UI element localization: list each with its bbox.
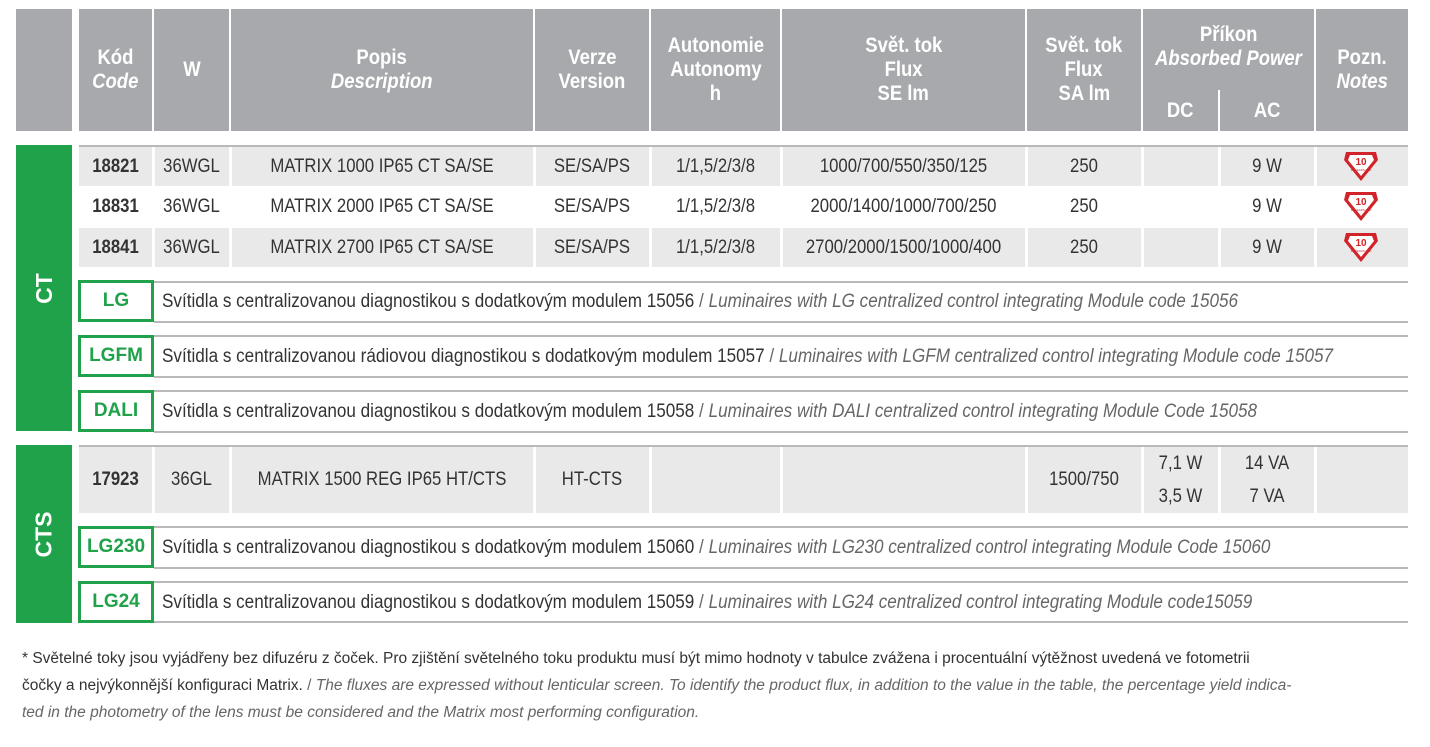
col-sep <box>229 447 232 513</box>
header-code <box>79 9 152 131</box>
ct-row-3-code: 18841 <box>92 236 139 258</box>
ct-row-1-flux-se: 1000/700/550/350/125 <box>819 155 988 177</box>
header-ac-text: AC <box>1253 99 1281 122</box>
ct-row-1-ac: 9 W <box>1252 155 1282 177</box>
module-note-lg-cz: Svítidla s centralizovanou diagnostikou s dodatkovým modulem 15056 <box>162 291 695 312</box>
ten-years-led-badge-icon <box>1342 231 1380 263</box>
cts-divider <box>154 581 1408 583</box>
header-notes-en <box>1336 70 1387 94</box>
cts-row-dc-2: 3,5 W <box>1158 486 1203 507</box>
header-autonomy-unit: h <box>709 82 722 105</box>
header-flux-se-en: Flux <box>884 58 923 81</box>
cts-row-dc-1: 7,1 W <box>1158 453 1203 474</box>
footnote-en1: The fluxes are expressed without lenticular screen. To identify the product flux, in addition to the value in the table, the percentage yield indica- <box>315 677 1292 694</box>
ct-row-3-flux-se: 2700/2000/1500/1000/400 <box>805 236 1002 258</box>
module-note-lg24-sep: / <box>694 592 709 613</box>
module-note-lg-en: Luminaires with LG centralized control integrating Module code 15056 <box>708 291 1239 312</box>
header-flux-se <box>782 9 1025 131</box>
module-note-dali-cz: Svítidla s centralizovanou diagnostikou s dodatkovým modulem 15058 <box>162 401 695 422</box>
cts-label-text: CTS <box>30 511 57 557</box>
module-note-lg24 <box>162 592 1252 614</box>
col-sep <box>649 147 652 267</box>
col-sep <box>229 147 232 267</box>
header-code-en <box>92 70 138 94</box>
header-flux-sa-unit: SA lm <box>1058 82 1110 105</box>
footnote <box>22 645 1412 726</box>
header-flux-sa-en: Flux <box>1064 58 1103 81</box>
ct-divider <box>154 390 1408 392</box>
ct-row-2-flux-se: 2000/1400/1000/700/250 <box>810 196 997 217</box>
col-sep <box>1141 147 1144 267</box>
ct-label-text: CT <box>30 272 57 304</box>
ct-row-2-flux-sa: 250 <box>1070 196 1098 217</box>
module-note-lgfm-cz: Svítidla s centralizovanou rádiovou diagnostikou s dodatkovým modulem 15057 <box>162 346 765 367</box>
ct-row-1-flux-sa: 250 <box>1070 155 1098 177</box>
ten-years-led-badge-icon <box>1342 150 1380 182</box>
footnote-cz2: čočky a nejvýkonnější konfiguraci Matrix. <box>22 677 303 694</box>
header-version <box>535 9 649 131</box>
module-note-lg230-cz: Svítidla s centralizovanou diagnostikou s dodatkovým modulem 15060 <box>162 537 695 558</box>
col-sep <box>1025 147 1028 267</box>
ct-divider <box>154 335 1408 337</box>
module-note-lg24-cz: Svítidla s centralizovanou diagnostikou s dodatkovým modulem 15059 <box>162 592 695 613</box>
module-tag-lg24: LG24 <box>78 581 154 623</box>
col-sep <box>1314 447 1317 513</box>
header-desc-en <box>331 70 433 94</box>
header-desc-cz: Popis <box>356 46 408 69</box>
col-sep <box>533 447 536 513</box>
header-desc-en-text: Description <box>331 70 433 93</box>
cts-section-label <box>16 445 72 623</box>
header-description <box>231 9 533 131</box>
ct-row-1-w: 36WGL <box>163 155 220 177</box>
cts-divider <box>154 621 1408 623</box>
module-note-lg230 <box>162 537 1270 559</box>
module-tag-lgfm: LGFM <box>78 335 154 377</box>
header-version-cz: Verze <box>567 46 617 69</box>
header-flux-se-cz: Svět. tok <box>864 34 943 57</box>
module-note-lgfm-en: Luminaires with LGFM centralized control integrating Module code 15057 <box>778 346 1334 367</box>
module-note-dali <box>162 401 1257 423</box>
module-tag-dali: DALI <box>78 390 154 432</box>
header-power-en <box>1155 47 1302 71</box>
ct-row-2-w: 36WGL <box>163 196 220 217</box>
col-sep <box>649 447 652 513</box>
header-dc <box>1143 92 1218 130</box>
svg-text:10: 10 <box>1355 238 1367 249</box>
header-w-text: W <box>182 58 201 81</box>
header-corner <box>16 9 72 131</box>
footnote-line-3 <box>22 699 1412 726</box>
module-note-lgfm-sep: / <box>764 346 779 367</box>
ct-row-2-desc: MATRIX 2000 IP65 CT SA/SE <box>270 196 494 217</box>
col-sep <box>152 147 155 267</box>
col-sep <box>152 447 155 513</box>
module-tag-lg: LG <box>78 280 154 322</box>
ct-divider <box>79 281 1408 283</box>
col-sep <box>1218 447 1221 513</box>
cts-row-ac-2: 7 VA <box>1249 486 1285 507</box>
cts-row-flux-se <box>797 447 1011 513</box>
module-note-lg-sep: / <box>694 291 709 312</box>
header-notes-cz: Pozn. <box>1337 46 1387 69</box>
footnote-sep: / <box>302 677 316 694</box>
header-flux-sa-cz: Svět. tok <box>1045 34 1123 57</box>
col-sep <box>780 147 783 267</box>
svg-text:10: 10 <box>1355 157 1367 168</box>
footnote-line-1: * Světelné toky jsou vyjádřeny bez difuzéru z čoček. Pro zjištění světelného toku produktu musí být mimo hodnoty v tabulce zvážena i procentuální výtěžnost uvedená ve fotometrii <box>22 650 1250 667</box>
ct-row-3-w: 36WGL <box>163 236 220 258</box>
ct-row-2-version: SE/SA/PS <box>553 196 631 217</box>
ct-divider <box>154 376 1408 378</box>
header-code-en-text: Code <box>92 70 139 93</box>
ct-row-2-dc <box>1148 188 1214 226</box>
header-flux-se-unit: SE lm <box>877 82 930 105</box>
header-dc-text: DC <box>1167 99 1194 122</box>
ct-row-1-code: 18821 <box>92 155 139 177</box>
ct-row-1-autonomy: 1/1,5/2/3/8 <box>675 155 756 177</box>
ct-divider <box>154 431 1408 433</box>
ct-row-1-version: SE/SA/PS <box>553 155 631 177</box>
cts-row-ac-1: 14 VA <box>1244 453 1290 474</box>
header-power-cz: Příkon <box>1199 23 1258 46</box>
col-sep <box>1218 147 1221 267</box>
header-notes-en-text: Notes <box>1336 70 1388 93</box>
module-note-lg230-sep: / <box>694 537 709 558</box>
cts-row-flux-sa: 1500/750 <box>1049 469 1119 490</box>
cts-divider <box>154 567 1408 569</box>
cts-row-version: HT-CTS <box>561 469 623 490</box>
ct-row-3-version: SE/SA/PS <box>553 236 631 258</box>
svg-text:10: 10 <box>1355 197 1367 208</box>
ct-row-3-autonomy: 1/1,5/2/3/8 <box>675 236 756 258</box>
col-sep <box>1314 147 1317 267</box>
header-code-cz: Kód <box>97 46 134 69</box>
ct-section-label <box>16 145 72 431</box>
module-tag-lg230: LG230 <box>78 526 154 568</box>
ten-years-led-badge-icon <box>1342 190 1380 222</box>
footnote-en2: ted in the photometry of the lens must be considered and the Matrix most performing configuration. <box>22 704 700 721</box>
ct-row-3-ac: 9 W <box>1252 236 1282 258</box>
col-sep <box>533 147 536 267</box>
ct-row-2-code: 18831 <box>92 196 139 217</box>
ct-divider <box>154 321 1408 323</box>
module-note-lgfm <box>162 346 1333 368</box>
header-autonomy-en: Autonomy <box>669 58 762 81</box>
header-flux-sa <box>1027 9 1141 131</box>
header-version-en: Version <box>558 70 626 93</box>
ct-row-3-flux-sa: 250 <box>1070 236 1098 258</box>
cts-row-desc: MATRIX 1500 REG IP65 HT/CTS <box>257 469 507 490</box>
header-notes <box>1316 9 1408 131</box>
ct-row-3-dc <box>1148 228 1214 267</box>
header-power-en-text: Absorbed Power <box>1155 47 1302 70</box>
ct-row-2-ac: 9 W <box>1252 196 1282 217</box>
header-autonomy <box>651 9 780 131</box>
footnote-line-2 <box>22 672 1412 699</box>
cts-row-code: 17923 <box>92 469 139 490</box>
ct-row-1-dc <box>1148 147 1214 186</box>
col-sep <box>1141 447 1144 513</box>
header-ac <box>1220 92 1314 130</box>
header-autonomy-cz: Autonomie <box>667 34 764 57</box>
col-sep <box>1025 447 1028 513</box>
ct-row-1-desc: MATRIX 1000 IP65 CT SA/SE <box>270 155 494 177</box>
module-note-lg <box>162 291 1238 313</box>
cts-divider <box>79 526 1408 528</box>
module-note-dali-sep: / <box>694 401 709 422</box>
badge-text: 10 YEARS LED <box>1350 208 1372 212</box>
cts-row-autonomy <box>659 447 773 513</box>
module-note-dali-en: Luminaires with DALI centralized control integrating Module Code 15058 <box>708 401 1258 422</box>
cts-row-w: 36GL <box>171 469 212 490</box>
ct-row-3-desc: MATRIX 2700 IP65 CT SA/SE <box>270 236 494 258</box>
ct-row-2-autonomy: 1/1,5/2/3/8 <box>675 196 756 217</box>
header-w <box>154 9 229 131</box>
badge-text: 10 YEARS LED <box>1350 249 1372 253</box>
module-note-lg230-en: Luminaires with LG230 centralized control integrating Module Code 15060 <box>708 537 1271 558</box>
module-note-lg24-en: Luminaires with LG24 centralized control integrating Module code15059 <box>708 592 1253 613</box>
badge-text: 10 YEARS LED <box>1350 168 1372 172</box>
col-sep <box>780 447 783 513</box>
